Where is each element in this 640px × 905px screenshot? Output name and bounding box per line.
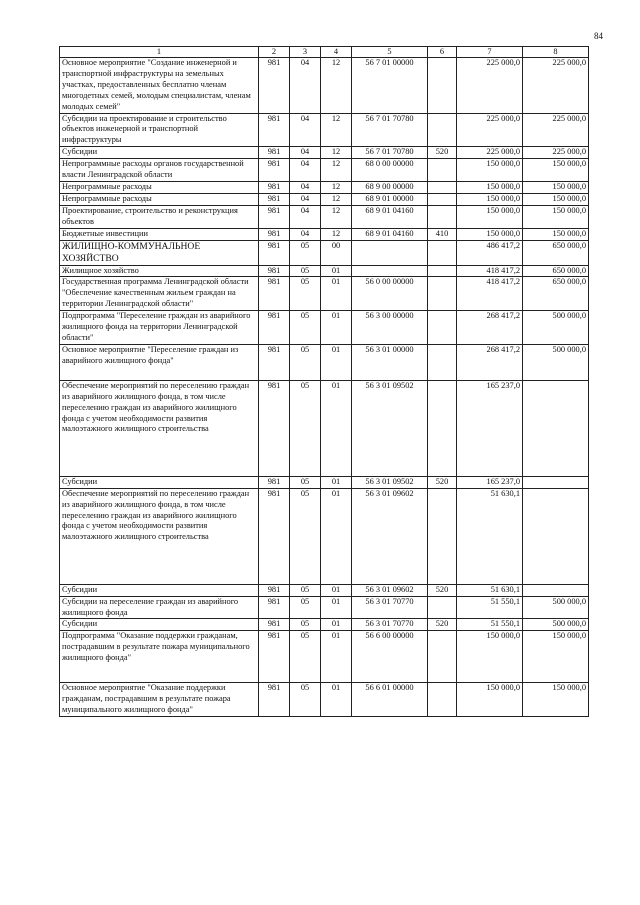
item-name: Непрограммные расходы органов государственной власти Ленинградской области <box>60 159 259 182</box>
subsection-code: 01 <box>321 488 352 584</box>
expense-type-code <box>428 113 457 147</box>
target-article-code: 56 3 01 09502 <box>352 476 428 488</box>
expense-type-code: 410 <box>428 228 457 240</box>
subsection-code: 01 <box>321 596 352 619</box>
item-name: ЖИЛИЩНО-КОММУНАЛЬНОЕ ХОЗЯЙСТВО <box>60 240 259 265</box>
amount-year-1: 418 417,2 <box>457 265 523 277</box>
admin-code: 981 <box>259 113 290 147</box>
item-name: Проектирование, строительство и реконструкция объектов <box>60 205 259 228</box>
section-code: 05 <box>290 596 321 619</box>
target-article-code <box>352 265 428 277</box>
target-article-code: 56 3 01 09502 <box>352 380 428 476</box>
amount-year-1: 165 237,0 <box>457 380 523 476</box>
table-row <box>60 344 589 380</box>
section-code: 04 <box>290 147 321 159</box>
table-row <box>60 58 589 114</box>
target-article-code: 56 6 01 00000 <box>352 683 428 717</box>
section-code: 04 <box>290 58 321 114</box>
table-row <box>60 683 589 717</box>
amount-year-2 <box>523 380 589 476</box>
item-name: Основное мероприятие "Оказание поддержки гражданам, пострадавшим в результате пожара муниципального жилищного фонда" <box>60 683 259 717</box>
amount-year-2: 500 000,0 <box>523 311 589 345</box>
section-code: 05 <box>290 619 321 631</box>
admin-code: 981 <box>259 159 290 182</box>
amount-year-2: 150 000,0 <box>523 193 589 205</box>
section-code: 04 <box>290 193 321 205</box>
amount-year-1: 486 417,2 <box>457 240 523 265</box>
amount-year-1: 51 630,1 <box>457 488 523 584</box>
admin-code: 981 <box>259 277 290 311</box>
table-row <box>60 584 589 596</box>
target-article-code: 68 9 01 04160 <box>352 205 428 228</box>
section-code: 05 <box>290 584 321 596</box>
target-article-code: 56 7 01 00000 <box>352 58 428 114</box>
admin-code: 981 <box>259 228 290 240</box>
target-article-code: 56 3 01 00000 <box>352 344 428 380</box>
expense-type-code <box>428 277 457 311</box>
admin-code: 981 <box>259 380 290 476</box>
amount-year-1: 150 000,0 <box>457 631 523 683</box>
section-code: 05 <box>290 488 321 584</box>
table-row <box>60 277 589 311</box>
target-article-code: 56 0 00 00000 <box>352 277 428 311</box>
amount-year-2 <box>523 488 589 584</box>
header-cell: 6 <box>428 47 457 58</box>
amount-year-1: 165 237,0 <box>457 476 523 488</box>
subsection-code: 01 <box>321 476 352 488</box>
target-article-code: 56 3 01 70770 <box>352 619 428 631</box>
expense-type-code <box>428 596 457 619</box>
item-name: Жилищное хозяйство <box>60 265 259 277</box>
amount-year-2: 500 000,0 <box>523 596 589 619</box>
section-code: 04 <box>290 205 321 228</box>
expense-type-code: 520 <box>428 147 457 159</box>
table-row <box>60 113 589 147</box>
subsection-code: 12 <box>321 147 352 159</box>
header-cell: 7 <box>457 47 523 58</box>
amount-year-1: 150 000,0 <box>457 228 523 240</box>
amount-year-2 <box>523 584 589 596</box>
table-row <box>60 240 589 265</box>
subsection-code: 01 <box>321 631 352 683</box>
subsection-code: 01 <box>321 311 352 345</box>
admin-code: 981 <box>259 488 290 584</box>
target-article-code: 68 9 00 00000 <box>352 181 428 193</box>
item-name: Субсидии <box>60 147 259 159</box>
table-row <box>60 619 589 631</box>
target-article-code: 68 0 00 00000 <box>352 159 428 182</box>
section-code: 04 <box>290 228 321 240</box>
admin-code: 981 <box>259 584 290 596</box>
subsection-code: 01 <box>321 683 352 717</box>
expense-type-code <box>428 265 457 277</box>
target-article-code <box>352 240 428 265</box>
target-article-code: 56 3 00 00000 <box>352 311 428 345</box>
amount-year-1: 225 000,0 <box>457 147 523 159</box>
amount-year-1: 150 000,0 <box>457 159 523 182</box>
target-article-code: 68 9 01 00000 <box>352 193 428 205</box>
item-name: Субсидии на проектирование и строительство объектов инженерной и транспортной инфраструктуры <box>60 113 259 147</box>
expense-type-code <box>428 240 457 265</box>
amount-year-2: 650 000,0 <box>523 277 589 311</box>
admin-code: 981 <box>259 205 290 228</box>
amount-year-1: 268 417,2 <box>457 311 523 345</box>
admin-code: 981 <box>259 147 290 159</box>
admin-code: 981 <box>259 596 290 619</box>
subsection-code: 12 <box>321 193 352 205</box>
section-code: 04 <box>290 181 321 193</box>
header-cell: 2 <box>259 47 290 58</box>
section-code: 05 <box>290 265 321 277</box>
section-code: 05 <box>290 311 321 345</box>
item-name: Бюджетные инвестиции <box>60 228 259 240</box>
amount-year-1: 225 000,0 <box>457 113 523 147</box>
expense-type-code <box>428 631 457 683</box>
expense-type-code <box>428 181 457 193</box>
table-row <box>60 193 589 205</box>
amount-year-2: 225 000,0 <box>523 147 589 159</box>
table-body <box>60 58 589 717</box>
header-cell: 4 <box>321 47 352 58</box>
section-code: 04 <box>290 159 321 182</box>
amount-year-2: 150 000,0 <box>523 159 589 182</box>
item-name: Субсидии <box>60 476 259 488</box>
admin-code: 981 <box>259 240 290 265</box>
amount-year-2: 150 000,0 <box>523 181 589 193</box>
amount-year-1: 51 550,1 <box>457 619 523 631</box>
expense-type-code <box>428 311 457 345</box>
table-row <box>60 147 589 159</box>
admin-code: 981 <box>259 619 290 631</box>
admin-code: 981 <box>259 683 290 717</box>
amount-year-2: 650 000,0 <box>523 265 589 277</box>
section-code: 05 <box>290 380 321 476</box>
header-cell: 3 <box>290 47 321 58</box>
subsection-code: 12 <box>321 159 352 182</box>
amount-year-1: 150 000,0 <box>457 181 523 193</box>
item-name: Подпрограмма "Оказание поддержки гражданам, пострадавшим в результате пожара муниципального жилищного фонда" <box>60 631 259 683</box>
table-row <box>60 476 589 488</box>
subsection-code: 01 <box>321 584 352 596</box>
subsection-code: 12 <box>321 113 352 147</box>
expense-type-code: 520 <box>428 476 457 488</box>
amount-year-2: 500 000,0 <box>523 344 589 380</box>
amount-year-1: 51 630,1 <box>457 584 523 596</box>
section-code: 04 <box>290 113 321 147</box>
header-cell: 8 <box>523 47 589 58</box>
amount-year-1: 150 000,0 <box>457 193 523 205</box>
subsection-code: 12 <box>321 205 352 228</box>
table-row <box>60 181 589 193</box>
expense-type-code <box>428 159 457 182</box>
table-row <box>60 159 589 182</box>
amount-year-1: 150 000,0 <box>457 205 523 228</box>
amount-year-2: 150 000,0 <box>523 683 589 717</box>
amount-year-1: 150 000,0 <box>457 683 523 717</box>
subsection-code: 01 <box>321 344 352 380</box>
target-article-code: 68 9 01 04160 <box>352 228 428 240</box>
subsection-code: 01 <box>321 619 352 631</box>
table-row <box>60 380 589 476</box>
item-name: Субсидии <box>60 584 259 596</box>
section-code: 05 <box>290 344 321 380</box>
section-code: 05 <box>290 631 321 683</box>
subsection-code: 00 <box>321 240 352 265</box>
table-row <box>60 488 589 584</box>
item-name: Обеспечение мероприятий по переселению граждан из аварийного жилищного фонда, в том числе переселению граждан из аварийного жилищного фонда с учетом необходимости развития малоэтажного жилищного строительства <box>60 488 259 584</box>
header-cell: 1 <box>60 47 259 58</box>
amount-year-1: 51 550,1 <box>457 596 523 619</box>
item-name: Обеспечение мероприятий по переселению граждан из аварийного жилищного фонда, в том числе переселению граждан из аварийного жилищного фонда с учетом необходимости развития малоэтажного жилищного строительства <box>60 380 259 476</box>
expense-type-code <box>428 205 457 228</box>
page-number: 84 <box>594 31 603 41</box>
amount-year-1: 418 417,2 <box>457 277 523 311</box>
table-row <box>60 311 589 345</box>
amount-year-2: 650 000,0 <box>523 240 589 265</box>
table-row <box>60 631 589 683</box>
expense-type-code: 520 <box>428 584 457 596</box>
table-row <box>60 596 589 619</box>
amount-year-2: 225 000,0 <box>523 113 589 147</box>
subsection-code: 01 <box>321 380 352 476</box>
item-name: Непрограммные расходы <box>60 193 259 205</box>
amount-year-1: 268 417,2 <box>457 344 523 380</box>
item-name: Непрограммные расходы <box>60 181 259 193</box>
admin-code: 981 <box>259 476 290 488</box>
target-article-code: 56 7 01 70780 <box>352 113 428 147</box>
expense-type-code <box>428 683 457 717</box>
expense-type-code <box>428 488 457 584</box>
target-article-code: 56 3 01 09602 <box>352 488 428 584</box>
target-article-code: 56 7 01 70780 <box>352 147 428 159</box>
item-name: Основное мероприятие "Создание инженерной и транспортной инфраструктуры на земельных участках, предоставленных бесплатно членам многодетных семей, молодым специалистам, членам молодых семей" <box>60 58 259 114</box>
admin-code: 981 <box>259 631 290 683</box>
section-code: 05 <box>290 240 321 265</box>
subsection-code: 12 <box>321 228 352 240</box>
table-row <box>60 205 589 228</box>
expense-type-code <box>428 193 457 205</box>
subsection-code: 01 <box>321 265 352 277</box>
table-row <box>60 265 589 277</box>
amount-year-2 <box>523 476 589 488</box>
item-name: Субсидии на переселение граждан из аварийного жилищного фонда <box>60 596 259 619</box>
expense-type-code: 520 <box>428 619 457 631</box>
item-name: Подпрограмма "Переселение граждан из аварийного жилищного фонда на территории Ленинградской области" <box>60 311 259 345</box>
subsection-code: 01 <box>321 277 352 311</box>
header-cell: 5 <box>352 47 428 58</box>
target-article-code: 56 6 00 00000 <box>352 631 428 683</box>
admin-code: 981 <box>259 193 290 205</box>
target-article-code: 56 3 01 09602 <box>352 584 428 596</box>
section-code: 05 <box>290 277 321 311</box>
amount-year-2: 150 000,0 <box>523 205 589 228</box>
header-row <box>60 47 589 58</box>
amount-year-2: 150 000,0 <box>523 631 589 683</box>
expense-type-code <box>428 58 457 114</box>
target-article-code: 56 3 01 70770 <box>352 596 428 619</box>
table-row <box>60 228 589 240</box>
admin-code: 981 <box>259 311 290 345</box>
amount-year-2: 225 000,0 <box>523 58 589 114</box>
budget-table <box>59 46 589 717</box>
item-name: Субсидии <box>60 619 259 631</box>
expense-type-code <box>428 344 457 380</box>
item-name: Основное мероприятие "Переселение граждан из аварийного жилищного фонда" <box>60 344 259 380</box>
expense-type-code <box>428 380 457 476</box>
subsection-code: 12 <box>321 58 352 114</box>
admin-code: 981 <box>259 58 290 114</box>
amount-year-2: 150 000,0 <box>523 228 589 240</box>
amount-year-2: 500 000,0 <box>523 619 589 631</box>
subsection-code: 12 <box>321 181 352 193</box>
amount-year-1: 225 000,0 <box>457 58 523 114</box>
section-code: 05 <box>290 476 321 488</box>
admin-code: 981 <box>259 181 290 193</box>
section-code: 05 <box>290 683 321 717</box>
admin-code: 981 <box>259 344 290 380</box>
item-name: Государственная программа Ленинградской области "Обеспечение качественным жильем граждан на территории Ленинградской области" <box>60 277 259 311</box>
admin-code: 981 <box>259 265 290 277</box>
